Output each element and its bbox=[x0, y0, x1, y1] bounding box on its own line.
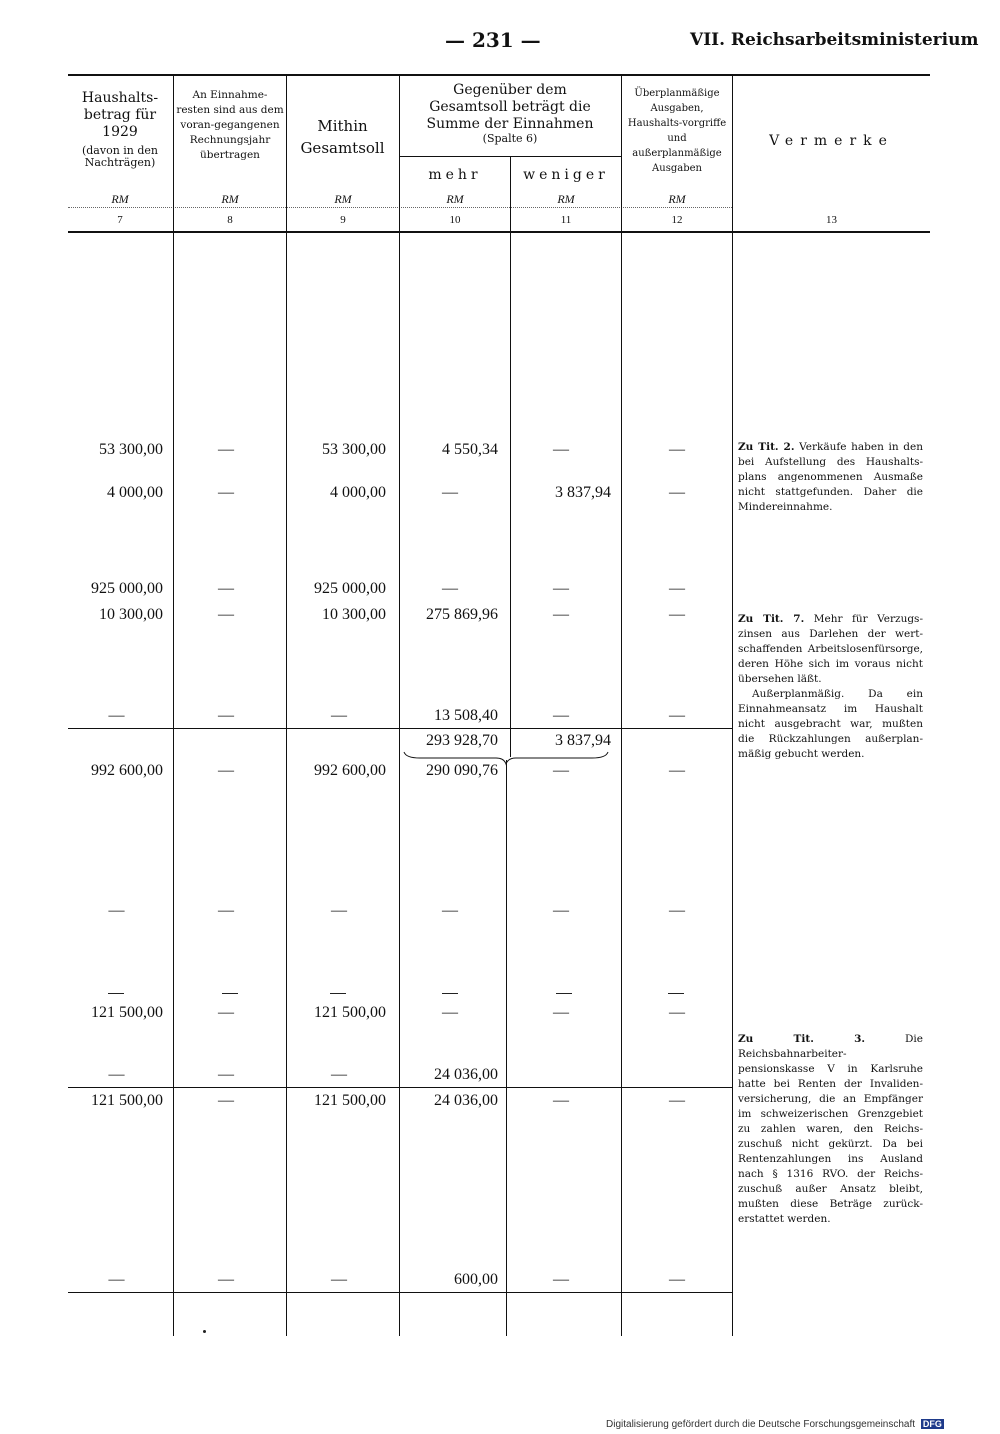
table-cell: — bbox=[553, 707, 569, 724]
col8-number: 8 bbox=[227, 214, 233, 226]
table-cell: — bbox=[442, 902, 458, 919]
table-cell: 121 500,00 bbox=[91, 1092, 163, 1109]
note-tit3-text: Die Reichsbahnarbeiter-pensionskasse V in Karlsruhe hatte bei Renten der Invaliden-versicherung, die an Empfänger im schweizerischen Grenzgebiet zu zahlen waren, den Reichs-zuschuß nicht gekürzt. Da bei Rentenzahlungen ins Ausland nach § 1316 RVO. der Reichs-zuschuß außer Ansatz bleibt, mußten diese Beträge zurück-erstattet werden. bbox=[738, 1033, 923, 1225]
table-cell: 53 300,00 bbox=[322, 441, 386, 458]
col7-header bbox=[70, 90, 170, 168]
table-cell: — bbox=[553, 762, 569, 779]
table-top-rule bbox=[68, 74, 930, 76]
table-cell: 992 600,00 bbox=[91, 762, 163, 779]
table-cell: — bbox=[442, 580, 458, 597]
table-cell: 3 837,94 bbox=[555, 732, 611, 749]
note-tit7-head: Zu Tit. 7. bbox=[738, 613, 805, 625]
table-cell: — bbox=[218, 1271, 234, 1288]
separator-dash bbox=[556, 993, 572, 994]
ink-dot bbox=[203, 1330, 206, 1333]
sum-rule-2 bbox=[68, 1087, 732, 1088]
col10-header: mehr bbox=[428, 167, 482, 183]
table-cell: — bbox=[669, 707, 685, 724]
table-cell: — bbox=[218, 580, 234, 597]
note-tit3 bbox=[738, 1032, 923, 1227]
col8-header: An Einnahme-resten sind aus dem voran-gegangenen Rechnungsjahr übertragen bbox=[176, 89, 284, 161]
col13-header: Vermerke bbox=[769, 133, 894, 149]
note-tit2-head: Zu Tit. 2. bbox=[738, 441, 795, 453]
col13-number: 13 bbox=[826, 214, 837, 226]
group-label: Gegenüber dem Gesamtsoll beträgt die Summe der Einnahmen bbox=[426, 82, 594, 132]
table-cell: 4 550,34 bbox=[442, 441, 498, 458]
col12-header: Überplanmäßige Ausgaben, Haushalts-vorgriffe und außerplanmäßige Ausgaben bbox=[627, 88, 727, 174]
table-cell: — bbox=[669, 580, 685, 597]
table-cell: — bbox=[669, 762, 685, 779]
table-cell: 121 500,00 bbox=[91, 1004, 163, 1021]
note-tit7 bbox=[738, 612, 923, 762]
table-bottom-rule bbox=[68, 1292, 732, 1293]
page-title: VII. Reichsarbeitsministerium bbox=[690, 30, 979, 50]
note-tit2 bbox=[738, 440, 923, 515]
col-line-5 bbox=[621, 76, 622, 1336]
table-cell: — bbox=[442, 484, 458, 501]
col-line-2 bbox=[286, 76, 287, 1336]
table-cell: 925 000,00 bbox=[314, 580, 386, 597]
note-tit3-head: Zu Tit. 3. bbox=[738, 1033, 866, 1045]
col9-number: 9 bbox=[340, 214, 346, 226]
col11-header: weniger bbox=[523, 167, 609, 183]
table-cell: — bbox=[669, 1271, 685, 1288]
table-cell: — bbox=[218, 606, 234, 623]
table-cell: 10 300,00 bbox=[99, 606, 163, 623]
separator-dash bbox=[108, 993, 124, 994]
table-cell: — bbox=[669, 606, 685, 623]
table-cell: 290 090,76 bbox=[426, 762, 498, 779]
col10-number: 10 bbox=[449, 214, 461, 226]
table-cell: — bbox=[553, 1271, 569, 1288]
col-line-1 bbox=[173, 76, 174, 1336]
table-cell: — bbox=[331, 902, 347, 919]
table-cell: 4 000,00 bbox=[330, 484, 386, 501]
table-cell: 293 928,70 bbox=[426, 732, 498, 749]
col7-sub: (davon in den Nachträgen) bbox=[81, 144, 159, 169]
table-cell: — bbox=[553, 606, 569, 623]
table-cell: — bbox=[553, 1092, 569, 1109]
table-cell: — bbox=[553, 902, 569, 919]
dfg-logo: DFG bbox=[922, 1419, 942, 1429]
footer-text: Digitalisierung gefördert durch die Deutsche Forschungsgemeinschaft bbox=[606, 1419, 916, 1430]
col11-number: 11 bbox=[560, 214, 572, 226]
col10-unit: RM bbox=[446, 192, 464, 206]
col8-unit: RM bbox=[221, 192, 239, 206]
group-sub: (Spalte 6) bbox=[482, 132, 538, 145]
separator-dash bbox=[668, 993, 684, 994]
note-tit2-text: Verkäufe haben in den bei Aufstellung des Haushalts-plans angenommenen Ausmaße nicht stattgefunden. Daher die Mindereinnahme. bbox=[738, 441, 923, 513]
table-cell: 4 000,00 bbox=[107, 484, 163, 501]
table-cell: — bbox=[108, 1066, 125, 1083]
col-line-4b bbox=[506, 760, 507, 1336]
sum-rule bbox=[68, 728, 732, 729]
table-cell: — bbox=[218, 902, 234, 919]
table-cell: — bbox=[553, 441, 569, 458]
table-cell: — bbox=[331, 707, 347, 724]
table-cell: — bbox=[218, 1066, 234, 1083]
table-cell: — bbox=[331, 1066, 347, 1083]
col7-number: 7 bbox=[117, 214, 123, 226]
note-tit7-text: Mehr für Verzugs-zinsen aus Darlehen der wert-schaffenden Arbeitslosenfürsorge, deren Höhe sich im voraus nicht übersehen läßt. bbox=[738, 613, 923, 685]
table-cell: 925 000,00 bbox=[91, 580, 163, 597]
table-cell: 121 500,00 bbox=[314, 1092, 386, 1109]
col12-number: 12 bbox=[671, 214, 683, 226]
table-cell: — bbox=[669, 441, 685, 458]
separator-dash bbox=[330, 993, 346, 994]
table-cell: — bbox=[218, 762, 234, 779]
col9-header: Mithin Gesamtsoll bbox=[300, 117, 385, 157]
separator-dash bbox=[442, 993, 458, 994]
table-cell: — bbox=[218, 484, 234, 501]
table-cell: — bbox=[669, 1092, 685, 1109]
table-cell: — bbox=[108, 1271, 125, 1288]
table-cell: 992 600,00 bbox=[314, 762, 386, 779]
table-cell: — bbox=[553, 580, 569, 597]
table-cell: — bbox=[553, 1004, 569, 1021]
separator-dash bbox=[222, 993, 238, 994]
note-tit7-text2: Außerplanmäßig. Da ein Einnahmeansatz im Haushalt nicht ausgebracht war, mußten die Rückzahlungen außerplan-mäßig gebucht werden. bbox=[738, 688, 923, 760]
table-cell: 13 508,40 bbox=[434, 707, 498, 724]
unit-dotted-rule bbox=[68, 207, 732, 208]
table-cell: — bbox=[669, 1004, 685, 1021]
table-cell: 24 036,00 bbox=[434, 1092, 498, 1109]
table-cell: 275 869,96 bbox=[426, 606, 498, 623]
col12-unit: RM bbox=[668, 192, 686, 206]
col7-unit: RM bbox=[111, 192, 129, 206]
table-cell: — bbox=[108, 902, 125, 919]
table-cell: 600,00 bbox=[454, 1271, 498, 1288]
col-line-6 bbox=[732, 76, 733, 1336]
table-cell: 53 300,00 bbox=[99, 441, 163, 458]
table-cell: 24 036,00 bbox=[434, 1066, 498, 1083]
table-cell: — bbox=[669, 484, 685, 501]
col7-label: Haushalts-betrag für 1929 bbox=[81, 90, 159, 140]
table-cell: — bbox=[218, 707, 234, 724]
col10-11-group-header bbox=[400, 82, 620, 145]
table-cell: — bbox=[669, 902, 685, 919]
table-cell: — bbox=[218, 1004, 234, 1021]
table-cell: — bbox=[218, 1092, 234, 1109]
col-line-3 bbox=[399, 76, 400, 1336]
table-cell: — bbox=[442, 1004, 458, 1021]
table-cell: — bbox=[218, 441, 234, 458]
table-cell: — bbox=[108, 707, 125, 724]
table-cell: 10 300,00 bbox=[322, 606, 386, 623]
col9-unit: RM bbox=[334, 192, 352, 206]
table-cell: — bbox=[331, 1271, 347, 1288]
table-cell: 121 500,00 bbox=[314, 1004, 386, 1021]
col11-unit: RM bbox=[557, 192, 575, 206]
header-bottom-rule bbox=[68, 231, 930, 233]
digitization-footer bbox=[606, 1419, 944, 1430]
page-number: — 231 — bbox=[445, 28, 541, 52]
table-cell: 3 837,94 bbox=[555, 484, 611, 501]
